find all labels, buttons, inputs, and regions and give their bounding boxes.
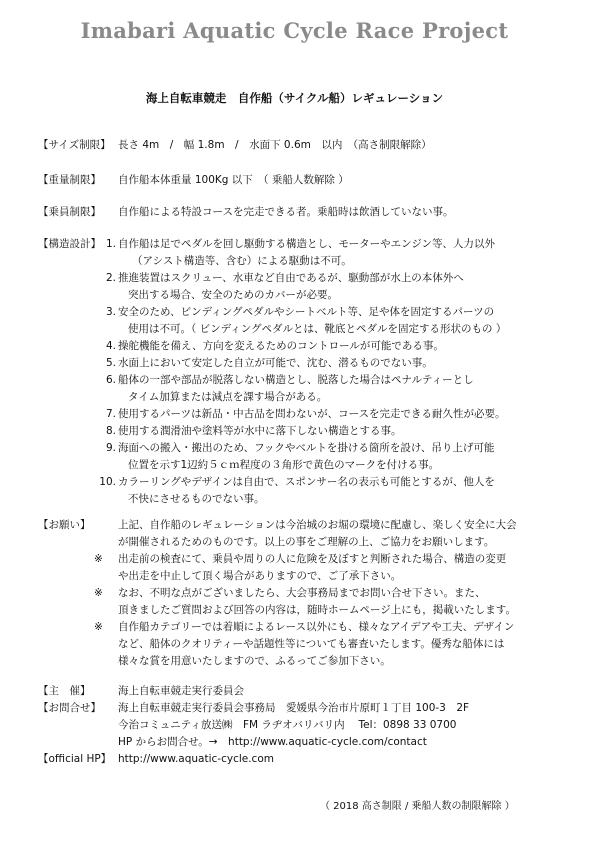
item-text: 操舵機能を備え、方向を変えるためのコントロールが可能である事。 [118,340,444,352]
request-body [118,517,517,551]
item-text-continued: 不快にさせるものでない事。 [128,493,265,505]
note-mark: ※ [94,587,103,599]
item-number: 3. [105,306,116,318]
item-number: 10. [99,476,116,488]
item-text: 使用する潤滑油や塗料等が水中に落下しない構造とする事。 [118,425,402,437]
official-hp-link[interactable]: http://www.aquatic-cycle.com [118,753,274,765]
item-number: 2. [105,272,116,284]
note-line: 頂きましたご質問および回答の内容は，随時ホームページ上にも，掲載いたします。 [118,604,516,616]
crew-limit-row [38,204,568,221]
organizer-row [38,683,568,700]
note-line: 様々な賞を用意いたしますので、ふるってご参加下さい。 [118,655,391,667]
size-limit-row [38,137,568,154]
item-number: 1. [105,238,116,250]
item-number: 9. [105,442,116,454]
note-item [38,619,578,670]
request-line: 上記、自作船のレギュレーションは今治城のお堀の環境に配慮し、楽しく安全に大会 [118,519,517,531]
structure-list [38,236,578,508]
inquiry-address: 海上自転車競走実行委員会事務局 愛媛県今治市片原町１丁目 100-3 2F [118,702,470,714]
inquiry-phone: 今治コミュニティ放送㈱ FM ラヂオバリバリ内 Tel：0898 33 0700 [118,719,457,731]
note-item [38,551,578,585]
structure-item [38,474,578,508]
organizer-label: 【主 催】 [38,685,91,697]
item-text: 海面への搬入・搬出のため、フックやベルトを掛ける箇所を設け、吊り上げ可能 [118,442,495,454]
item-text-continued: 位置を示す1辺約５ｃｍ程度の３角形で黄色のマークを付ける事。 [128,459,440,471]
structure-design-section [38,236,568,506]
inquiry-url-link[interactable]: HP からお問合せ。→ http://www.aquatic-cycle.com/contact [118,736,427,748]
structure-item [38,440,578,474]
request-notes [38,551,578,670]
regulation-heading: 海上自転車競走 自作船（サイクル船）レギュレーション [145,91,444,105]
structure-item [38,423,578,440]
note-item [38,585,578,619]
structure-item [38,372,578,406]
item-text-continued: タイム加算または減点を課す場合がある。 [128,391,328,403]
item-number: 6. [105,374,116,386]
item-text: 推進装置はスクリュー、水車など自由であるが、駆動部が水上の本体外へ [118,272,464,284]
weight-limit-text: 自作船本体重量 100Kg 以下 （ 乗船人数解除 ） [118,174,349,186]
structure-design-label: 【構造設計】 [38,238,101,250]
contact-section [38,683,568,768]
structure-item [38,338,578,355]
item-text: 安全のため、ビンディングペダルやシートベルト等、足や体を固定するパーツの [118,306,495,318]
note-line: など、船体のクオリティーや話題性等についても審査いたします。優秀な船体には [118,638,505,650]
note-line: や出走を中止して頂く場合がありますので、ご了承下さい。 [118,570,402,582]
weight-limit-label: 【重量制限】 [38,174,101,186]
structure-item [38,355,578,372]
item-text-continued: 突出する場合、安全のためのカバーが必要。 [128,289,338,301]
note-mark: ※ [94,621,103,633]
note-line: 出走前の検査にて、乗員や周りの人に危険を及ぼすと判断された場合、構造の変更 [118,553,507,565]
item-text: カラーリングやデザインは自由で、スポンサー名の表示も可能とするが、他人を [118,476,495,488]
revision-note: （ 2018 高さ制限 / 乗船人数の制限解除 ） [320,801,515,812]
structure-item [38,236,578,270]
official-hp-row [38,751,568,768]
document-title: Imabari Aquatic Cycle Race Project [80,18,509,43]
note-mark: ※ [94,553,103,565]
item-number: 4. [105,340,116,352]
request-label: 【お願い】 [38,519,91,531]
item-number: 7. [105,408,116,420]
item-text: 船体の一部や部品が脱落しない構造とし、脱落した場合はペナルティーとし [118,374,474,386]
crew-limit-label: 【乗員制限】 [38,206,101,218]
organizer-name: 海上自転車競走実行委員会 [118,685,244,697]
official-hp-label: 【official HP】 [38,753,112,765]
weight-limit-row [38,172,568,189]
item-text-continued: （アシスト構造等、含む）による駆動は不可。 [132,255,352,267]
size-limit-text: 長さ 4m / 幅 1.8m / 水面下 0.6m 以内 （高さ制限解除） [118,139,432,151]
inquiry-label: 【お問合せ】 [38,702,101,714]
item-number: 5. [105,357,116,369]
structure-item [38,406,578,423]
note-line: 自作船カテゴリーでは着順によるレース以外にも、様々なアイデアや工夫、デザイン [118,621,515,633]
inquiry-row [38,700,568,751]
request-line: が開催されるためのものです。以上の事をご理解の上、ご協力をお願いします。 [118,536,495,548]
item-text: 使用するパーツは新品・中古品を問わないが、コースを完走できる耐久性が必要。 [118,408,506,420]
size-limit-label: 【サイズ制限】 [38,139,111,151]
item-text: 水面上において安定した自立が可能で、沈む、潜るものでない事。 [118,357,433,369]
crew-limit-text: 自作船による特設コースを完走できる者。乗船時は飲酒していない事。 [118,206,454,218]
item-number: 8. [105,425,116,437]
structure-item [38,304,578,338]
item-text: 自作船は足でペダルを回し駆動する構造とし、モーターやエンジン等、人力以外 [118,238,496,250]
item-text-continued: 使用は不可。（ ビンディングペダルとは、靴底とペダルを固定する形状のもの ） [128,323,507,335]
note-line: なお、不明な点がございましたら、大会事務局までお問い合せ下さい。また、 [118,587,486,599]
structure-item [38,270,578,304]
request-section [38,517,568,667]
